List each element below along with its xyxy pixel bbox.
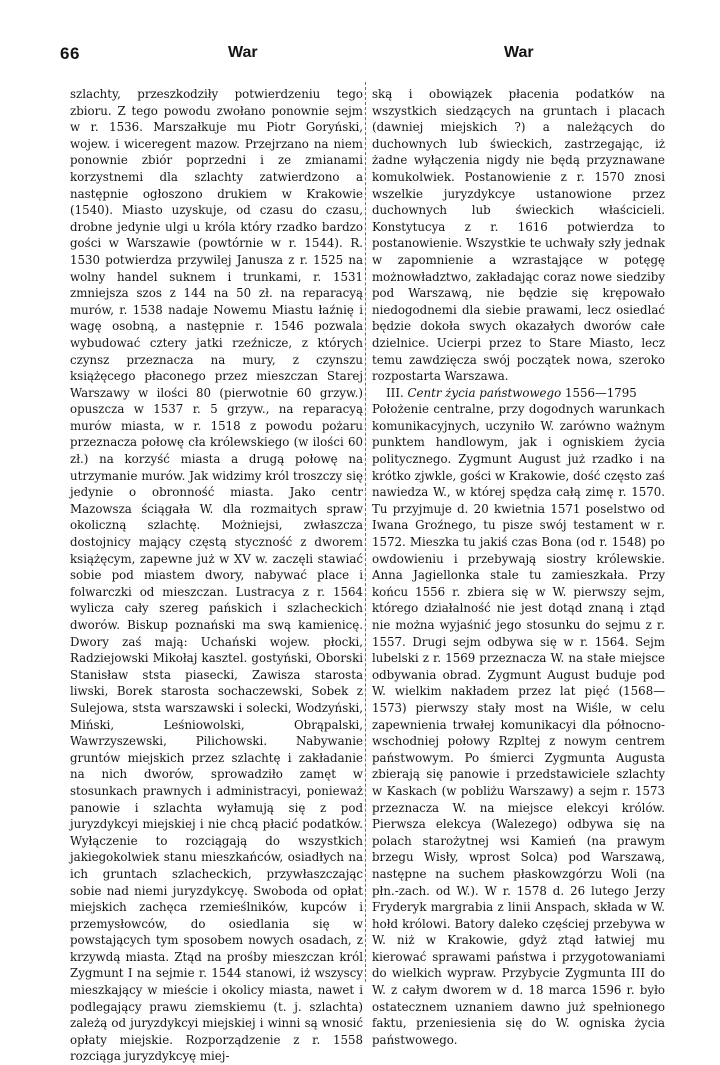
section-title: Centr życia państwowego <box>407 385 562 400</box>
page-number: 66 <box>60 44 80 63</box>
section-dates: 1556—1795 <box>564 385 637 400</box>
headword-left: War <box>228 44 258 61</box>
right-column <box>372 86 665 1047</box>
left-column <box>70 86 363 1064</box>
column-divider <box>365 82 366 982</box>
left-paragraph: szlachty, przeszkodziły potwierdzeniu tego zbioru. Z tego powodu zwołano ponownie sejm w r. 1536. Marszałkuje mu Piotr Goryński, wojew. i wiceregent mazow. Przejrzano na niem ponownie zbiór poprzedni i ze zmianami korzystnemi dla szlachty zatwierdzono a następnie ogłoszono drukiem w Krakowie (1540). Miasto uzyskuje, od czasu do czasu, drobne jedynie ulgi u króla który rzadko bardzo gości w Warszawie (powtórnie w r. 1544). R. 1530 potwierdza przywilej Janusza z r. 1525 na wolny handel suknem i trunkami, r. 1531 zmniejsza szos z 144 na 50 zł. na reparacyą murów, r. 1538 nadaje Nowemu Miastu łaźnię i wagę osobną, a następnie r. 1546 pozwala wybudować cztery jatki rzeźnicze, z których czynsz przeznacza na mury, z czynszu książęcego płaconego przez mieszczan Starej Warszawy w ilości 80 (pierwotnie 60 grzyw.) opuszcza w 1537 r. 5 grzyw., na reparacyą murów miasta, w r. 1518 z powodu pożaru przeznacza połowę cła królewskiego (w ilości 60 zł.) na korzyść miasta a drugą połowę na utrzymanie murów. Jak widzimy król troszczy się jedynie o obronność miasta. Jako centr Mazowsza ściągała W. dla rozmaitych spraw okoliczną szlachtę. Możniejsi, zwłaszcza dostojnicy mający częstą styczność z dworem książęcym, zapewne już w XV w. zaczęli stawiać sobie pod miastem dwory, nabywać place i folwarczki od mieszczan. Lustracya z r. 1564 wylicza cały szereg pańskich i szlacheckich dworów. Biskup poznański ma swą kamienicę. Dwory zaś mają: Uchański wojew. płocki, Radziejowski Mikołaj kasztel. gostyński, Oborski Stanisław ststa piasecki, Zawisza starosta liwski, Borek starosta sochaczewski, Sobek z Sulejowa, ststa warszawski i solecki, Wodzyński, Miński, Leśniowolski, Obrąpalski, Wawrzyszewski, Pilichowski. Nabywanie gruntów miejskich przez szlachtę i zakładanie na nich dworów, sprowadziło zamęt w stosunkach prawnych i administracyi, ponieważ panowie i szlachta wyłamują się z pod juryzdykcyi miejskiej i nie chcą płacić podatków. Wyłączenie to rozciągają do wszystkich jakiegokolwiek stanu mieszkańców, osiadłych na ich gruntach szlacheckich, przywłaszczając sobie nad niemi juryzdykcyę. Swoboda od opłat miejskich zachęca rzemieślników, kupców i przemysłowców, do osiedlania się w powstających tym sposobem nowych osadach, z krzywdą miasta. Ztąd na prośby mieszczan król Zygmunt I na sejmie r. 1544 stanowi, iż wszyscy mieszkający w mieście i okolicy miasta, nawet i podlegający prawu ziemskiemu (t. j. szlachta) zależą od juryzdykcyi miejskiej i winni są wnosić opłaty miejskie. Rozporządzenie z r. 1558 rozciąga juryzdykcyę miej- <box>70 87 363 1064</box>
running-header <box>0 44 720 72</box>
right-paragraph-1: ską i obowiązek płacenia podatków na wszystkich siedzących na gruntach i placach (dawniej miejskich ?) a należących do duchownych lub świeckich, zastrzegając, iż żadne wyłączenia nigdy nie będą przyznawane komukolwiek. Postanowienie z r. 1570 znosi wszelkie juryzdykcye ustanowione przez duchownych lub świeckich właścicieli. Konstytucya z r. 1616 potwierdza to postanowienie. Wszystkie te uchwały szły jednak w zapomnienie a wzrastające w potęgę możnowładztwo, zakładając coraz nowe siedziby pod Warszawą, nie będzie się krępowało niedogodnemi dla siebie prawami, lecz osiedlać będzie dokoła swych okazałych dworów całe dzielnice. Ucierpi przez to Stare Miasto, lecz temu zawdzięcza swój początek nowa, szeroko rozpostarta Warszawa. <box>372 87 665 384</box>
section-label: III. <box>386 385 404 400</box>
section-heading <box>372 385 665 402</box>
right-paragraph-2: Położenie centralne, przy dogodnych warunkach komunikacyjnych, uczyniło W. zarówno ważnym punktem handlowym, jak i ogniskiem życia politycznego. Zygmunt August już rzadko i na krótko zjwkle, gości w Krakowie, dość często zaś nawiedza W., w której spędza całą zimę r. 1570. Tu przyjmuje d. 20 kwietnia 1571 poselstwo od Iwana Groźnego, tu pisze swój testament w r. 1572. Mieszka tu jakiś czas Bona (od r. 1548) po owdowieniu i przebywają siostry królewskie. Anna Jagiellonka stale tu zamieszkała. Przy końcu 1556 r. zbiera się w W. pierwszy sejm, którego działalność nie jest dotąd znaną i ztąd nie można wyjaśnić jego stosunku do sejmu z r. 1557. Drugi sejm odbywa się w r. 1564. Sejm lubelski z r. 1569 przeznacza W. na stałe miejsce odbywania obrad. Zygmunt August buduje pod W. wielkim nakładem przez lat pięć (1568—1573) pierwszy stały most na Wiśle, w celu zapewnienia trwałej komunikacyi dla północno-wschodniej połowy Rzpltej z nowym centrem państwowym. Po śmierci Zygmunta Augusta zbierają się panowie i przedstawiciele szlachty w Kaskach (w pobliżu Warszawy) a sejm r. 1573 przeznacza W. na miejsce elekcyi królów. Pierwsza elekcya (Walezego) odbywa się na polach starożytnej wsi Kamień (na prawym brzegu Wisły, wprost Solca) pod Warszawą, następne na suchem płaskowzgórzu Woli (na płn.-zach. od W.). W r. 1578 d. 26 lutego Jerzy Fryderyk margrabia z linii Anspach, składa w W. hołd królowi. Batory daleko częściej przebywa w W. niż w Krakowie, gdyż ztąd łatwiej mu kierować sprawami państwa i przygotowaniami do wielkich wypraw. Przybycie Zygmunta III do W. z całym dworem w d. 18 marca 1596 r. było ostatecznem uznaniem dawno już spełnionego faktu, przeniesienia się do W. ogniska życia państwowego. <box>372 402 665 1047</box>
headword-right: War <box>504 44 534 61</box>
